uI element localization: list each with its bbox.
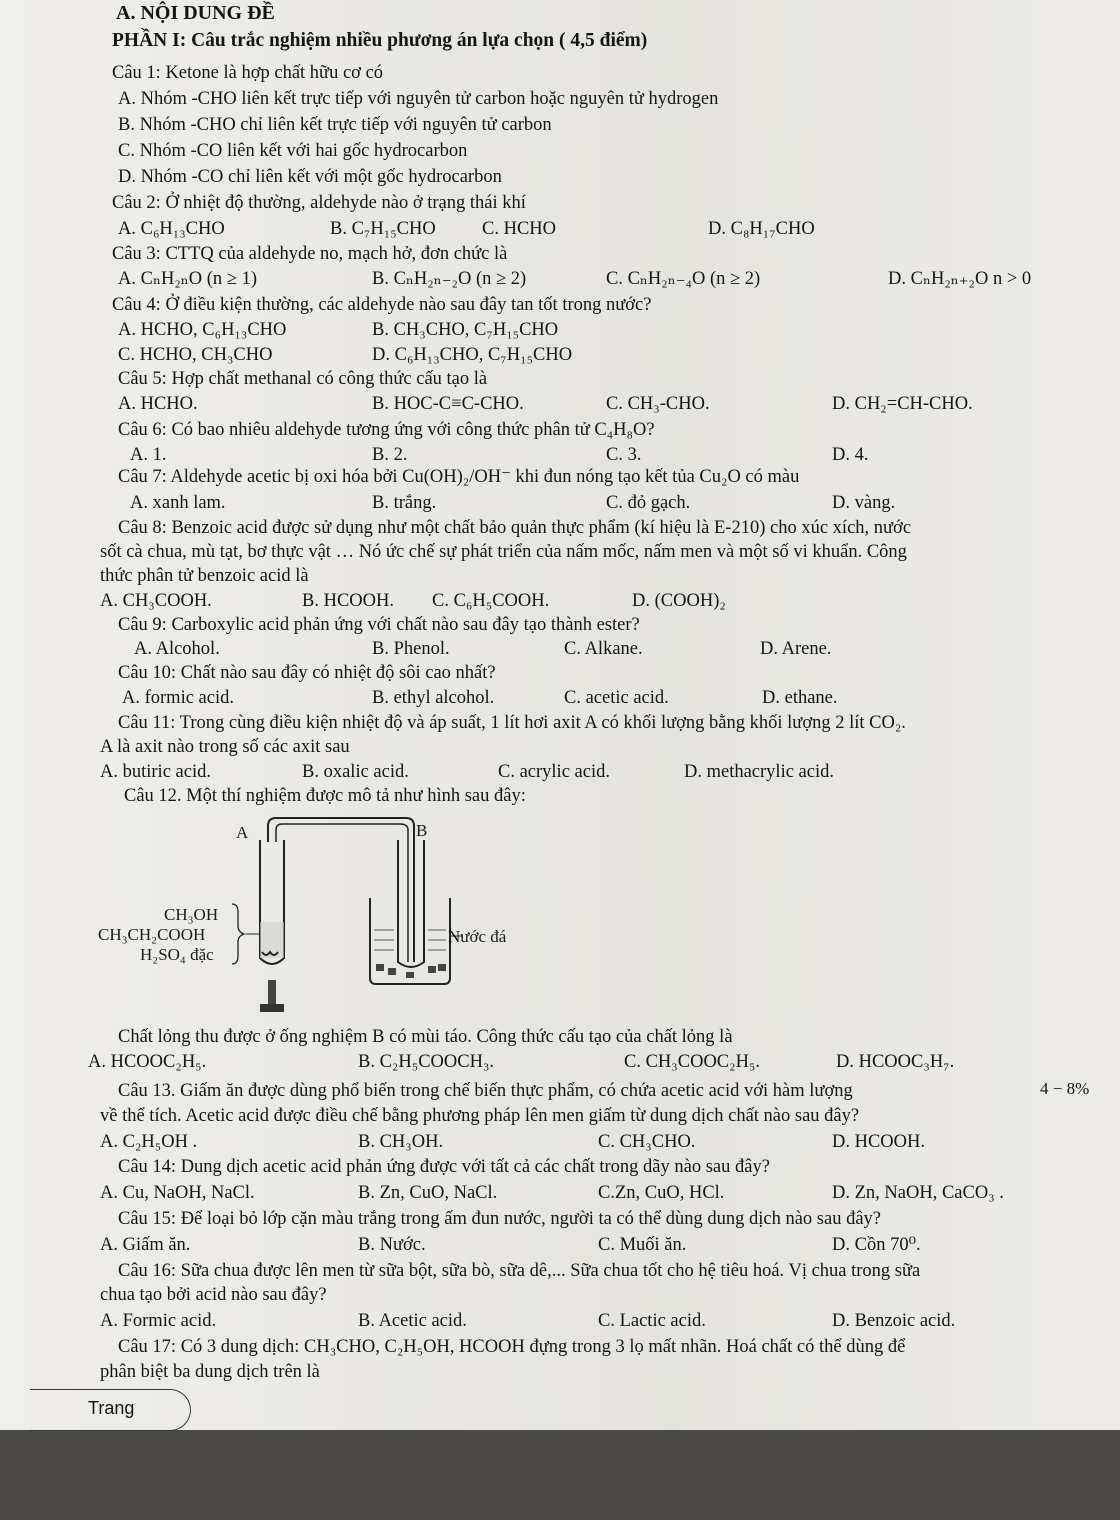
q5-option-a: A. HCHO. [118, 394, 198, 414]
label-a: A [236, 823, 249, 842]
burner [268, 980, 276, 1004]
q15-stem: Câu 15: Để loại bỏ lớp cặn màu trắng trong ấm đun nước, người ta có thể dùng dung dịch nào sau đây? [118, 1209, 882, 1229]
q13-line1: Câu 13. Giấm ăn được dùng phổ biến trong chế biến thực phẩm, có chứa acetic acid với hàm lượng [118, 1081, 853, 1101]
q3-stem: Câu 3: CTTQ của aldehyde no, mạch hở, đơn chức là [112, 244, 508, 264]
q12-option-b: B. C₂H₅COOCH₃. [358, 1052, 495, 1072]
q13-option-b: B. CH₃OH. [358, 1132, 444, 1152]
ice-beaker [370, 898, 450, 984]
q3-option-b: B. CₙH₂ₙ₋₂O (n ≥ 2) [372, 269, 527, 289]
q9-option-b: B. Phenol. [372, 639, 450, 659]
q2-option-d: D. C₈H₁₇CHO [708, 219, 815, 239]
q16-option-a: A. Formic acid. [100, 1311, 217, 1331]
q1-option-b: B. Nhóm -CHO chỉ liên kết trực tiếp với nguyên tử carbon [118, 115, 552, 135]
q15-option-c: C. Muối ăn. [598, 1235, 687, 1255]
section-heading: A. NỘI DUNG ĐỀ [116, 2, 275, 24]
q1-option-d: D. Nhóm -CO chỉ liên kết với một gốc hydrocarbon [118, 167, 502, 187]
q14-stem: Câu 14: Dung dịch acetic acid phản ứng được với tất cả các chất trong dãy nào sau đây? [118, 1157, 770, 1177]
q4-option-a: A. HCHO, C₆H₁₃CHO [118, 320, 287, 340]
q1-option-a: A. Nhóm -CHO liên kết trực tiếp với nguyên tử carbon hoặc nguyên tử hydrogen [118, 89, 719, 109]
q10-option-b: B. ethyl alcohol. [372, 688, 495, 708]
q1-option-c: C. Nhóm -CO liên kết với hai gốc hydrocarbon [118, 141, 468, 161]
q5-option-b: B. HOC-C≡C-CHO. [372, 394, 524, 414]
q5-option-d: D. CH₂=CH-CHO. [832, 394, 973, 414]
q16-line2: chua tạo bởi acid nào sau đây? [100, 1285, 327, 1305]
q2-option-a: A. C₆H₁₃CHO [118, 219, 225, 239]
q7-option-c: C. đỏ gạch. [606, 493, 691, 513]
q2-option-b: B. C₇H₁₅CHO [330, 219, 436, 239]
reagent-methanol: CH₃OH [164, 905, 219, 924]
q3-option-d: D. CₙH₂ₙ₊₂O n > 0 [888, 269, 1032, 289]
q16-option-b: B. Acetic acid. [358, 1311, 467, 1331]
q14-option-c: C.Zn, CuO, HCl. [598, 1183, 725, 1203]
delivery-tube-inner [276, 824, 408, 962]
q8-option-a: A. CH₃COOH. [100, 591, 212, 611]
q3-option-a: A. CₙH₂ₙO (n ≥ 1) [118, 269, 257, 289]
q11-option-b: B. oxalic acid. [302, 762, 409, 782]
q8-line3: thức phân tử benzoic acid là [100, 566, 309, 586]
q13-option-c: C. CH₃CHO. [598, 1132, 696, 1152]
q14-option-a: A. Cu, NaOH, NaCl. [100, 1183, 255, 1203]
q7-option-b: B. trắng. [372, 493, 437, 513]
q17-line1: Câu 17: Có 3 dung dịch: CH₃CHO, C₂H₅OH, HCOOH đựng trong 3 lọ mất nhãn. Hoá chất có thể dùng để [118, 1337, 906, 1357]
q16-option-c: C. Lactic acid. [598, 1311, 706, 1331]
q14-option-d: D. Zn, NaOH, CaCO₃ . [832, 1183, 1004, 1203]
q13-option-d: D. HCOOH. [832, 1132, 926, 1152]
q2-stem: Câu 2: Ở nhiệt độ thường, aldehyde nào ở trạng thái khí [112, 193, 526, 213]
q3-option-c: C. CₙH₂ₙ₋₄O (n ≥ 2) [606, 269, 761, 289]
q9-option-c: C. Alkane. [564, 639, 643, 659]
q10-option-a: A. formic acid. [122, 688, 234, 708]
q6-option-c: C. 3. [606, 445, 642, 465]
q10-option-d: D. ethane. [762, 688, 838, 708]
q12-option-a: A. HCOOC₂H₅. [88, 1052, 207, 1072]
q10-stem: Câu 10: Chất nào sau đây có nhiệt độ sôi cao nhất? [118, 663, 496, 683]
q8-line2: sốt cà chua, mù tạt, bơ thực vật … Nó ức chế sự phát triển của nấm mốc, nấm men và một số vi khuẩn. Công [100, 542, 907, 562]
q11-line2: A là axit nào trong số các axit sau [100, 737, 350, 757]
esterification-apparatus-diagram [90, 812, 550, 1024]
q11-line1: Câu 11: Trong cùng điều kiện nhiệt độ và áp suất, 1 lít hơi axit A có khối lượng bằng khối lượng 2 lít CO₂. [118, 713, 906, 733]
q6-option-b: B. 2. [372, 445, 408, 465]
ice-water-lines [374, 930, 446, 950]
q6-option-d: D. 4. [832, 445, 869, 465]
q15-option-b: B. Nước. [358, 1235, 426, 1255]
reagent-propanoic-acid: CH₃CH₂COOH [98, 925, 206, 944]
reagent-sulfuric-acid: H₂SO₄ đặc [140, 945, 214, 964]
q4-stem: Câu 4: Ở điều kiện thường, các aldehyde nào sau đây tan tốt trong nước? [112, 295, 652, 315]
label-ice-water: Nước đá [448, 927, 507, 946]
q1-stem: Câu 1: Ketone là hợp chất hữu cơ có [112, 63, 384, 83]
q10-option-c: C. acetic acid. [564, 688, 669, 708]
q6-option-a: A. 1. [130, 445, 167, 465]
q14-option-b: B. Zn, CuO, NaCl. [358, 1183, 498, 1203]
q15-option-d: D. Cồn 70⁰. [832, 1235, 921, 1255]
q17-line2: phân biệt ba dung dịch trên là [100, 1362, 320, 1382]
burner-base [260, 1004, 284, 1012]
q5-stem: Câu 5: Hợp chất methanal có công thức cấu tạo là [118, 369, 488, 389]
q4-option-b: B. CH₃CHO, C₇H₁₅CHO [372, 320, 559, 340]
q7-option-a: A. xanh lam. [130, 493, 226, 513]
q7-option-d: D. vàng. [832, 493, 896, 513]
part-heading: PHẦN I: Câu trắc nghiệm nhiều phương án lựa chọn ( 4,5 điểm) [112, 30, 648, 51]
q16-option-d: D. Benzoic acid. [832, 1311, 956, 1331]
q2-option-c: C. HCHO [482, 219, 557, 239]
q12-option-d: D. HCOOC₃H₇. [836, 1052, 955, 1072]
q13-line2: về thể tích. Acetic acid được điều chế bằng phương pháp lên men giấm từ dung dịch chất nào sau đây? [100, 1106, 860, 1126]
q15-option-a: A. Giấm ăn. [100, 1235, 191, 1255]
q11-option-d: D. methacrylic acid. [684, 762, 834, 782]
q7-stem: Câu 7: Aldehyde acetic bị oxi hóa bởi Cu(OH)₂/OH⁻ khi đun nóng tạo kết tủa Cu₂O có màu [118, 467, 800, 487]
q9-stem: Câu 9: Carboxylic acid phản ứng với chất nào sau đây tạo thành ester? [118, 615, 640, 635]
reagent-brace [232, 904, 244, 964]
q5-option-c: C. CH₃-CHO. [606, 394, 710, 414]
q8-option-d: D. (COOH)₂ [632, 591, 726, 611]
q12-stem: Câu 12. Một thí nghiệm được mô tả như hình sau đây: [124, 786, 526, 806]
q12-line2: Chất lỏng thu được ở ống nghiệm B có mùi táo. Công thức cấu tạo của chất lỏng là [118, 1027, 733, 1047]
q9-option-d: D. Arene. [760, 639, 832, 659]
page-label: Trang [88, 1398, 135, 1418]
q8-line1: Câu 8: Benzoic acid được sử dụng như một chất bảo quản thực phẩm (kí hiệu là E-210) cho xúc xích, nước [118, 518, 912, 538]
label-b: B [416, 821, 428, 840]
q16-line1: Câu 16: Sữa chua được lên men từ sữa bột, sữa bò, sữa dê,... Sữa chua tốt cho hệ tiêu hoá. Vị chua trong sữa [118, 1261, 921, 1281]
test-tube-b [398, 840, 424, 967]
q4-option-d: D. C₆H₁₃CHO, C₇H₁₅CHO [372, 345, 573, 365]
q11-option-a: A. butiric acid. [100, 762, 211, 782]
q8-option-b: B. HCOOH. [302, 591, 394, 611]
q13-option-a: A. C₂H₅OH . [100, 1132, 198, 1152]
q9-option-a: A. Alcohol. [134, 639, 220, 659]
q6-stem: Câu 6: Có bao nhiêu aldehyde tương ứng với công thức phân tử C₄H₈O? [118, 420, 655, 440]
q8-option-c: C. C₆H₅COOH. [432, 591, 550, 611]
q12-option-c: C. CH₃COOC₂H₅. [624, 1052, 761, 1072]
q4-option-c: C. HCHO, CH₃CHO [118, 345, 273, 365]
page-footer-tab [30, 1389, 191, 1431]
q13-percentage: 4 − 8% [1040, 1079, 1090, 1098]
q11-option-c: C. acrylic acid. [498, 762, 610, 782]
